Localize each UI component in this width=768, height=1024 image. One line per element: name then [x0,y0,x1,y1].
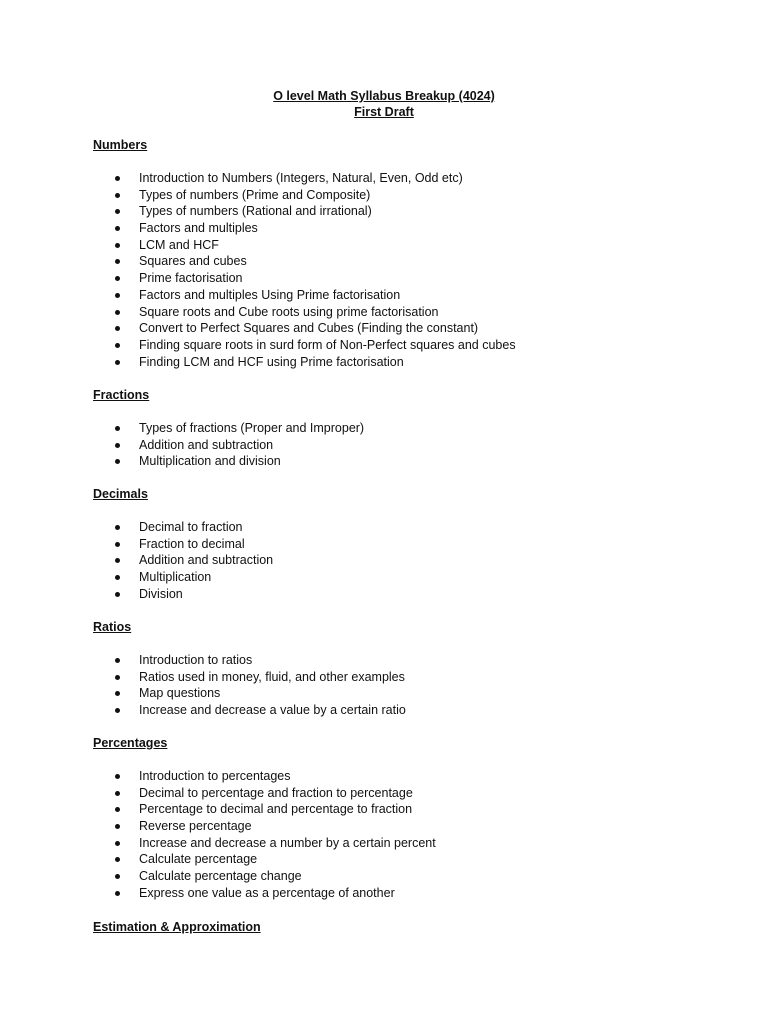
bullet-icon [115,824,120,829]
list-item [0,453,364,470]
list-item [0,237,516,254]
section-list-decimals [0,519,273,602]
list-item [0,337,516,354]
list-item-text: Increase and decrease a number by a certain percent [139,835,436,850]
list-item [0,552,273,569]
section-heading-percentages: Percentages [93,736,168,750]
list-item-text: Addition and subtraction [139,437,274,452]
bullet-icon [115,891,120,896]
bullet-icon [115,525,120,530]
bullet-icon [115,209,120,214]
list-item-text: Convert to Perfect Squares and Cubes (Finding the constant) [139,321,479,336]
list-item-text: Division [139,586,183,601]
bullet-icon [115,459,120,464]
bullet-icon [115,343,120,348]
list-item [0,304,516,321]
list-item [0,536,273,553]
list-item-text: Finding square roots in surd form of Non-Perfect squares and cubes [139,337,516,352]
list-item [0,801,436,818]
bullet-icon [115,259,120,264]
bullet-icon [115,310,120,315]
list-item-text: Introduction to percentages [139,769,291,783]
list-item-text: LCM and HCF [139,237,219,252]
bullet-icon [115,675,120,680]
list-item-text: Introduction to Numbers (Integers, Natural, Even, Odd etc) [139,171,463,185]
list-item-text: Map questions [139,686,221,701]
bullet-icon [115,592,120,597]
list-item [0,835,436,852]
list-item [0,586,273,603]
list-item [0,270,516,287]
list-item [0,685,406,702]
list-item-text: Ratios used in money, fluid, and other examples [139,669,405,684]
bullet-icon [115,841,120,846]
bullet-icon [115,857,120,862]
section-list-percentages [0,768,436,902]
bullet-icon [115,874,120,879]
list-item-text: Multiplication [139,570,212,585]
list-item [0,818,436,835]
section-heading-decimals: Decimals [93,487,148,501]
list-item-text: Calculate percentage [139,852,258,867]
list-item-text: Calculate percentage change [139,869,302,884]
list-item [0,437,364,454]
bullet-icon [115,575,120,580]
list-item-text: Fraction to decimal [139,536,245,551]
bullet-icon [115,658,120,663]
list-item [0,569,273,586]
list-item-text: Square roots and Cube roots using prime factorisation [139,304,439,319]
document-title: O level Math Syllabus Breakup (4024) [273,89,495,103]
bullet-icon [115,243,120,248]
document-subtitle: First Draft [354,105,414,119]
section-heading-estimation: Estimation & Approximation [93,920,261,934]
list-item-text: Multiplication and division [139,454,281,469]
bullet-icon [115,293,120,298]
list-item-text: Decimal to percentage and fraction to percentage [139,785,413,800]
bullet-icon [115,691,120,696]
list-item-text: Factors and multiples [139,221,258,236]
list-item-text: Prime factorisation [139,271,243,286]
list-item [0,669,406,686]
section-heading-fractions: Fractions [93,388,150,402]
bullet-icon [115,226,120,231]
list-item-text: Squares and cubes [139,254,247,269]
list-item [0,652,406,669]
list-item-text: Express one value as a percentage of another [139,885,395,900]
list-item-text: Reverse percentage [139,819,252,834]
bullet-icon [115,558,120,563]
list-item-text: Introduction to ratios [139,653,253,667]
list-item [0,203,516,220]
list-item [0,785,436,802]
list-item-text: Decimal to fraction [139,520,243,534]
bullet-icon [115,774,120,779]
list-item [0,420,364,437]
list-item-text: Types of fractions (Proper and Improper) [139,421,365,435]
list-item-text: Addition and subtraction [139,553,274,568]
list-item [0,220,516,237]
list-item-text: Finding LCM and HCF using Prime factorisation [139,354,404,369]
section-list-ratios [0,652,406,719]
bullet-icon [115,276,120,281]
list-item [0,868,436,885]
list-item-text: Factors and multiples Using Prime factorisation [139,287,401,302]
bullet-icon [115,426,120,431]
bullet-icon [115,326,120,331]
list-item [0,519,273,536]
list-item [0,885,436,902]
list-item [0,702,406,719]
list-item [0,354,516,371]
list-item-text: Types of numbers (Rational and irrational) [139,204,372,219]
bullet-icon [115,176,120,181]
list-item-text: Increase and decrease a value by a certain ratio [139,703,406,718]
list-item [0,768,436,785]
bullet-icon [115,193,120,198]
bullet-icon [115,542,120,547]
bullet-icon [115,708,120,713]
bullet-icon [115,360,120,365]
list-item [0,287,516,304]
bullet-icon [115,443,120,448]
list-item [0,320,516,337]
section-list-numbers [0,170,516,370]
list-item [0,170,516,187]
section-heading-ratios: Ratios [93,620,132,634]
bullet-icon [115,791,120,796]
list-item-text: Types of numbers (Prime and Composite) [139,187,371,202]
list-item [0,253,516,270]
list-item [0,187,516,204]
section-heading-numbers: Numbers [93,138,148,152]
bullet-icon [115,807,120,812]
section-list-fractions [0,420,364,470]
list-item-text: Percentage to decimal and percentage to fraction [139,802,413,817]
list-item [0,851,436,868]
